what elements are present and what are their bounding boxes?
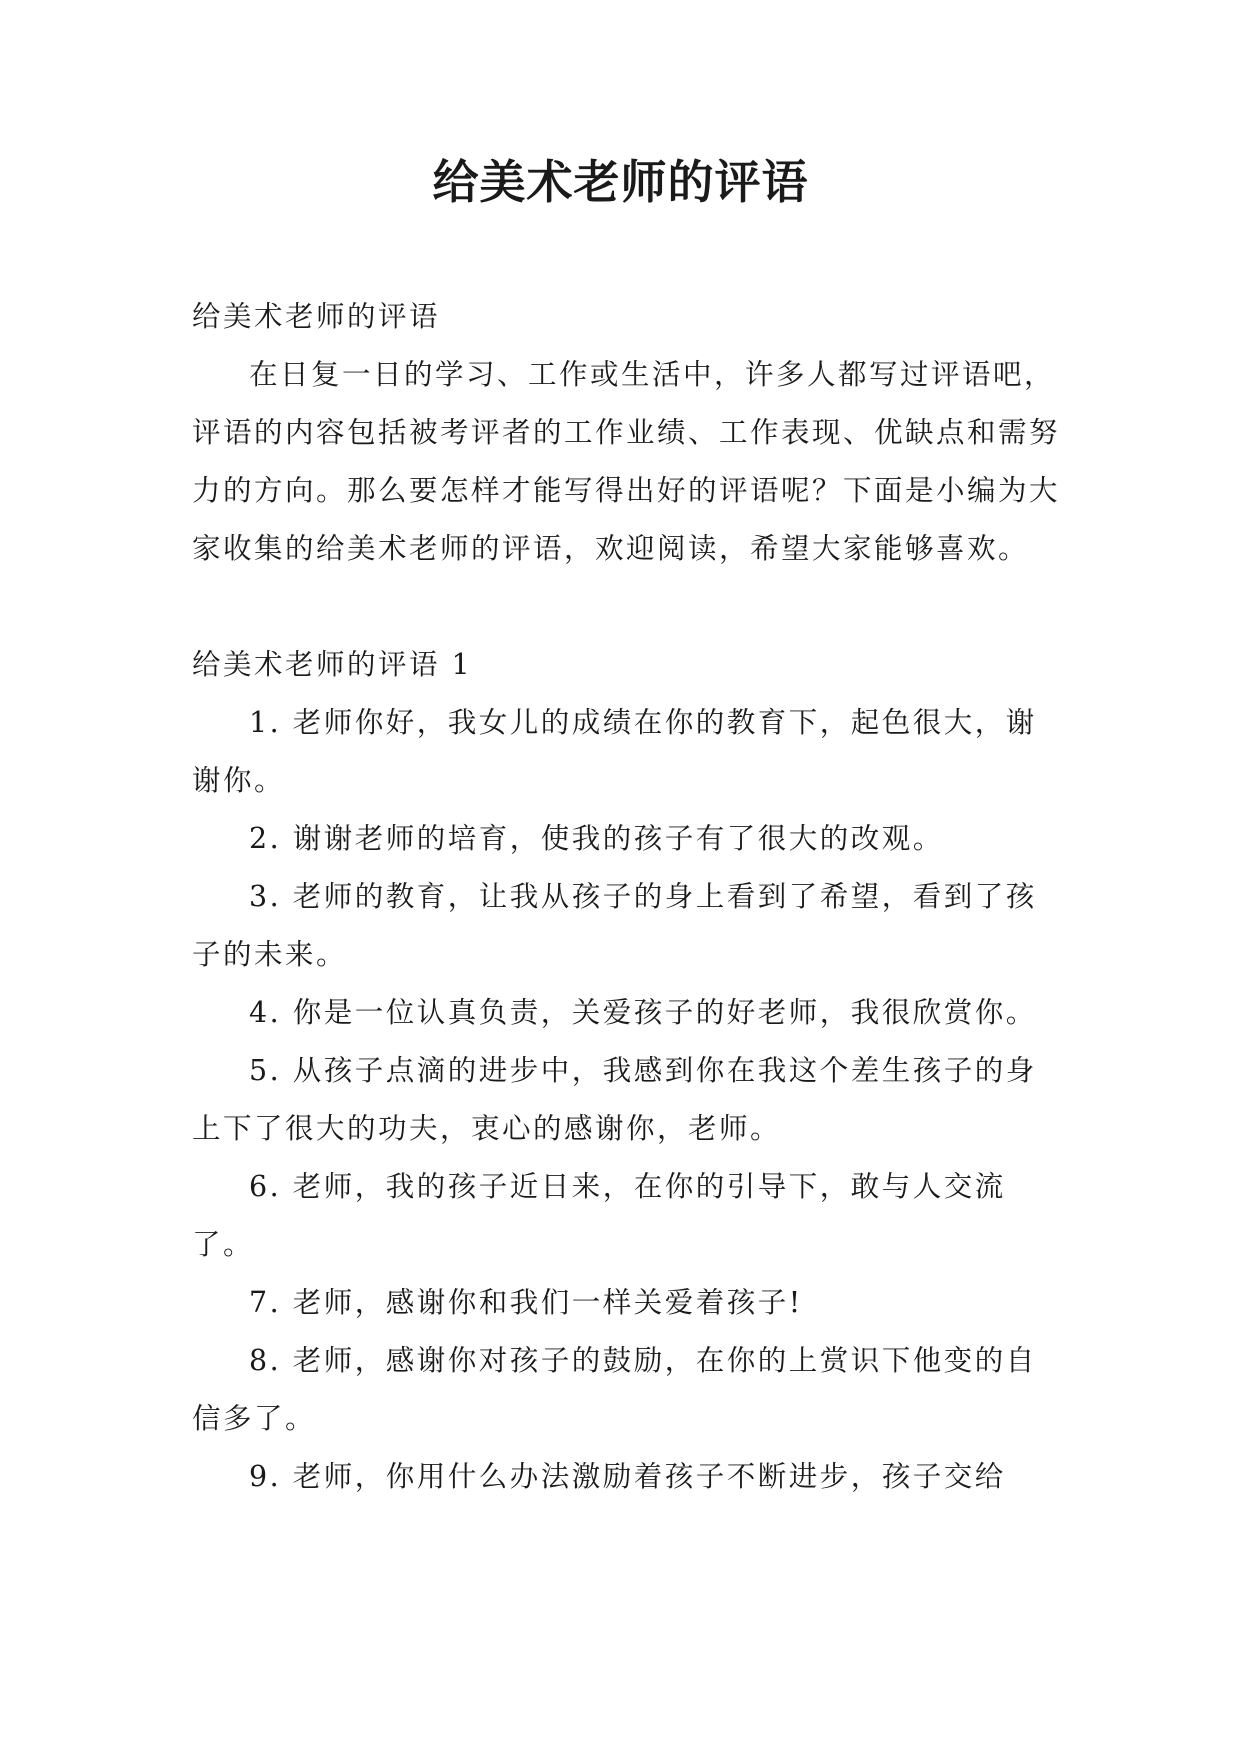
paragraph-spacer	[192, 578, 1062, 636]
intro-paragraph: 在日复一日的学习、工作或生活中，许多人都写过评语吧，评语的内容包括被考评者的工作业绩、工作表现、优缺点和需努力的方向。那么要怎样才能写得出好的评语呢？下面是小编为大家收集的给美术老师的评语，欢迎阅读，希望大家能够喜欢。	[192, 358, 1061, 565]
list-item: 2. 谢谢老师的培育，使我的孩子有了很大的改观。	[249, 822, 944, 855]
document-title: 给美术老师的评语	[432, 155, 809, 209]
list-item: 6. 老师，我的孩子近日来，在你的引导下，敢与人交流了。	[192, 1170, 1006, 1261]
subtitle: 给美术老师的评语	[192, 300, 441, 333]
list-item: 1. 老师你好，我女儿的成绩在你的教育下，起色很大，谢谢你。	[192, 706, 1037, 797]
list-item: 4. 你是一位认真负责，关爱孩子的好老师，我很欣赏你。	[249, 996, 1037, 1029]
document-body	[192, 288, 1062, 1506]
list-item: 9. 老师，你用什么办法激励着孩子不断进步，孩子交给	[249, 1460, 1006, 1493]
list-item: 7. 老师，感谢你和我们一样关爱着孩子!	[249, 1286, 803, 1319]
section-heading: 给美术老师的评语 1	[192, 648, 473, 681]
list-item: 3. 老师的教育，让我从孩子的身上看到了希望，看到了孩子的未来。	[192, 880, 1037, 971]
list-item: 5. 从孩子点滴的进步中，我感到你在我这个差生孩子的身上下了很大的功夫，衷心的感谢你，老师。	[192, 1054, 1037, 1145]
list-item: 8. 老师，感谢你对孩子的鼓励，在你的上赏识下他变的自信多了。	[192, 1344, 1037, 1435]
